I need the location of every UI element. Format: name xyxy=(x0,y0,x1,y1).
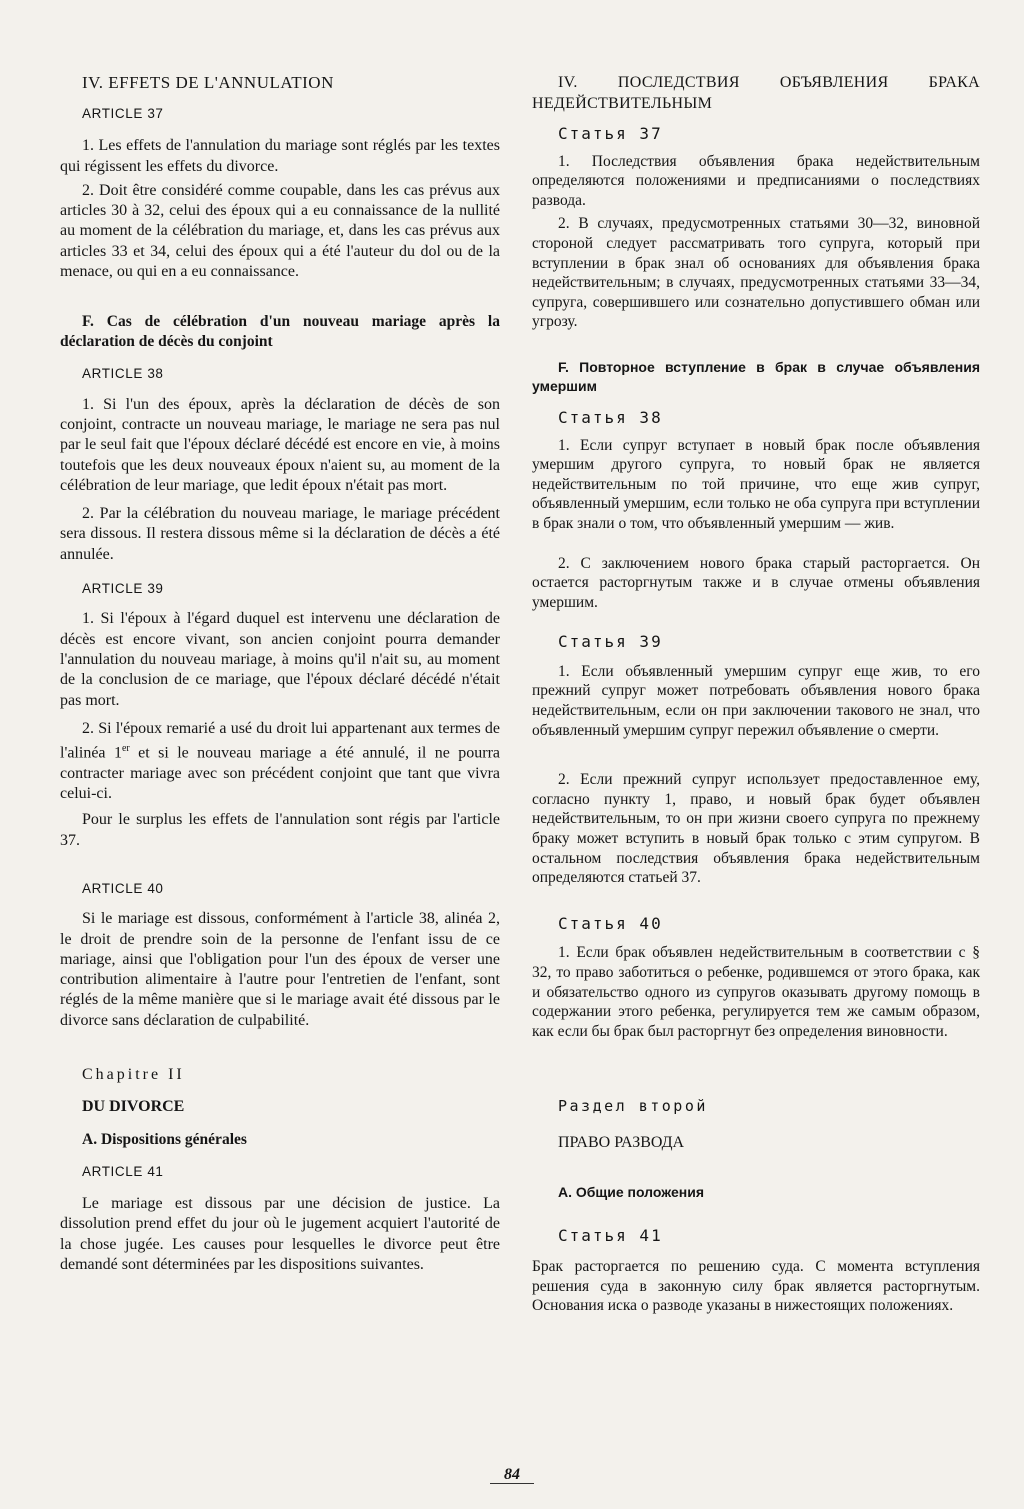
ru-article-40-label: Статья 40 xyxy=(558,913,663,933)
fr-section-f-title: F. Cas de célébration d'un nouveau mariage après la déclaration de décès du conjoint xyxy=(60,313,500,351)
ru-article-38-label: Статья 38 xyxy=(558,407,663,427)
ru-article-37-label: Статья 37 xyxy=(558,124,663,143)
fr-article-37-label: ARTICLE 37 xyxy=(82,106,164,121)
fr-article-39-para-3: Pour le surplus les effets de l'annulation sont régis par l'article 37. xyxy=(60,811,500,849)
fr-article-37-para-2: 2. Doit être considéré comme coupable, dans les cas prévus aux articles 30 à 32, celui des époux qui a eu connaissance de la nullité au moment de la célébration du mariage, et, dans les cas prévus aux articles 33 et 34, celui des époux qui a été l'auteur du dol ou de la menace, ou qui en a eu connaissance. xyxy=(60,181,500,281)
ru-article-37-para-1: 1. Последствия объявления брака недействительным определяются положениями и предписаниями о последствиях развода. xyxy=(532,152,980,209)
ru-article-41-para-1: Брак расторгается по решению суда. С момента вступления решения суда в законную силу брак является расторгнутым. Основания иска о разводе указаны в нижестоящих положениях. xyxy=(532,1258,980,1315)
fr-article-38-label: ARTICLE 38 xyxy=(82,366,164,382)
fr-article-39-label: ARTICLE 39 xyxy=(82,581,164,597)
fr-article-39-para-1: 1. Si l'époux à l'égard duquel est intervenu une déclaration de décès est encore vivant, son ancien conjoint pourra demander l'annulation du nouveau mariage, à moins qu'il n'ait su, au moment de la conclusion de ce mariage, que l'époux déclaré décédé n'était pas mort. xyxy=(60,610,500,709)
fr-chapter-title: DU DIVORCE xyxy=(82,1098,185,1116)
fr-chapter-label: Chapitre II xyxy=(82,1066,185,1084)
page-number: 84 xyxy=(0,1466,1024,1484)
ru-article-38-para-2: 2. С заключением нового брака старый расторгается. Он остается расторгнутым также и в случае отмены объявления умершим. xyxy=(532,554,980,611)
ru-article-38-para-1: 1. Если супруг вступает в новый брак после объявления умершим другого супруга, то новый брак не является недействительным по той причине, что еще жив супруг, объявленный умершим, если только не оба супруга при вступлении в брак знали о том, что объявленный умершим — жив. xyxy=(532,436,980,532)
ru-article-39-para-2: 2. Если прежний супруг использует предоставленное ему, согласно пункту 1, право, и новый брак будет объявлен недействительным, то он при жизни своего супруга по прежнему браку может вступить в новый брак только с этим супругом. В остальном последствия объявления брака недействительным определяются статьей 37. xyxy=(532,771,980,887)
fr-section-iv-title: IV. EFFETS DE L'ANNULATION xyxy=(82,73,334,92)
fr-article-41-para-1: Le mariage est dissous par une décision de justice. La dissolution prend effet du jour où le jugement acquiert l'autorité de la chose jugée. Les causes pour lesquelles le divorce peut être demandé sont déterminées par les dispositions suivantes. xyxy=(60,1194,500,1273)
fr-article-40-para-1: Si le mariage est dissous, conformément à l'article 38, alinéa 2, le droit de prendre soin de la personne de l'enfant issu de ce mariage, ainsi que l'obligation pour l'un des époux de verser une contribution alimentaire à l'autre pour l'entretien de l'enfant, sont réglés de la même manière que si le mariage avait été dissous par le divorce sans déclaration de culpabilité. xyxy=(60,910,500,1029)
ru-section-two-label: Раздел второй xyxy=(558,1097,708,1116)
fr-article-41-label: ARTICLE 41 xyxy=(82,1163,164,1179)
fr-article-38-para-2: 2. Par la célébration du nouveau mariage, le mariage précédent sera dissous. Il restera dissous même si la déclaration de décès a été annulée. xyxy=(60,505,500,563)
russian-column xyxy=(532,72,980,1316)
fr-article-40-label: ARTICLE 40 xyxy=(82,880,164,896)
ru-section-two-title: ПРАВО РАЗВОДА xyxy=(558,1133,685,1151)
ru-article-37-para-2: 2. В случаях, предусмотренных статьями 30—32, виновной стороной следует рассматривать того супруга, который при вступлении в брак знал об основаниях для объявления брака недействительным; в случаях, предусмотренных статьями 33—34, супруга, совершившего или сознательно допустившего обман или угрозу. xyxy=(532,215,980,331)
ru-section-iv-title: IV. ПОСЛЕДСТВИЯ ОБЪЯВЛЕНИЯ БРАКА НЕДЕЙСТВИТЕЛЬНЫМ xyxy=(532,74,980,112)
fr-article-38-para-1: 1. Si l'un des époux, après la déclaration de décès de son conjoint, contracte un nouveau mariage, le mariage ne sera pas nul par le seul fait que l'époux déclaré décédé est encore en vie, à moins toutefois que les deux nouveaux époux n'aient su, au moment de la célébration de leur mariage, que ledit époux n'était pas mort. xyxy=(60,395,500,494)
ru-section-a-title: A. Общие положения xyxy=(558,1183,705,1200)
french-column xyxy=(60,72,500,1275)
fr-article-39-para-2: 2. Si l'époux remarié a usé du droit lui appartenant aux termes de l'alinéa 1er et si le nouveau mariage a été annulé, il ne pourra contracter mariage avec son précédent conjoint que tant que vivra celui-ci. xyxy=(60,719,501,803)
ru-article-39-para-1: 1. Если объявленный умершим супруг еще жив, то его прежний супруг может потребовать объявления нового брака недействительным, если он при заключении такового не знал, что объявленный умершим супруг пережил объявление о смерти. xyxy=(532,662,980,739)
ru-article-39-label: Статья 39 xyxy=(558,632,663,652)
ru-section-f-title: F. Повторное вступление в брак в случае объявления умершим xyxy=(532,358,980,394)
fr-section-a-title: A. Dispositions générales xyxy=(82,1130,247,1148)
fr-article-37-para-1: 1. Les effets de l'annulation du mariage sont réglés par les textes qui régissent les effets du divorce. xyxy=(60,137,500,175)
ru-article-41-label: Статья 41 xyxy=(558,1225,663,1245)
ru-article-40-para-1: 1. Если брак объявлен недействительным в соответствии с § 32, то право заботиться о ребенке, родившемся от этого брака, как и обязательство одного из супругов оказывать другому помощь в содержании этого ребенка, регулируется тем же самым образом, как если бы брак был расторгнут без определения виновности. xyxy=(532,944,980,1040)
